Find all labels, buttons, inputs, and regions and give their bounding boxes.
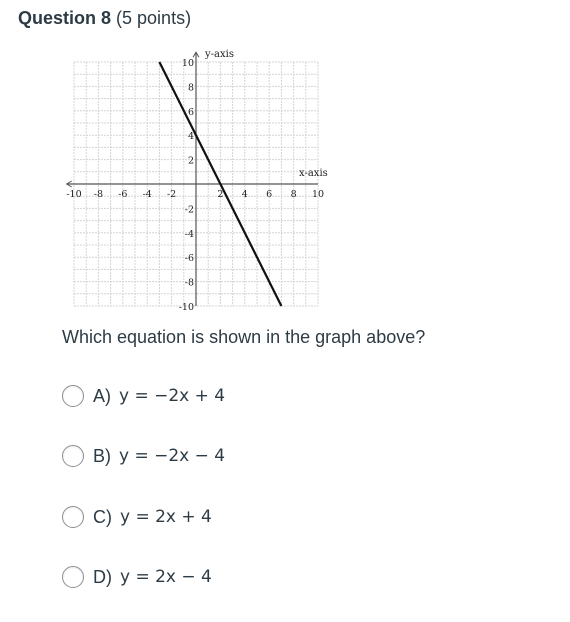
option-b-equation: y = −2x − 4 [119, 446, 226, 466]
x-tick-label: -4 [142, 189, 152, 200]
x-tick-label: 8 [290, 189, 297, 200]
question-header [18, 8, 191, 29]
x-tick-label: 10 [311, 189, 325, 200]
x-tick-label: -8 [93, 189, 104, 200]
y-tick-label: -6 [184, 253, 194, 265]
x-tick-label: -6 [118, 189, 128, 200]
tick-labels [66, 58, 324, 313]
y-tick-label: 2 [187, 155, 194, 167]
option-b[interactable] [62, 441, 225, 471]
y-axis-label: y-axis [205, 49, 234, 60]
x-tick-label: -2 [166, 189, 177, 200]
coordinate-graph [62, 44, 340, 314]
x-tick-label: 4 [241, 189, 248, 200]
y-tick-label: -10 [178, 302, 194, 313]
option-c-equation: y = 2x + 4 [120, 507, 212, 527]
radio-button-c[interactable] [62, 506, 84, 528]
y-tick-label: 8 [187, 82, 194, 94]
radio-button-d[interactable] [62, 566, 84, 588]
x-tick-label: 6 [266, 189, 273, 200]
option-d-equation: y = 2x − 4 [120, 567, 212, 587]
option-d[interactable] [62, 562, 212, 592]
y-tick-label: 4 [187, 131, 194, 143]
option-d-letter: D) [93, 566, 112, 587]
x-tick-label: 2 [217, 189, 224, 200]
x-axis-label: x-axis [299, 168, 328, 179]
option-a-equation: y = −2x + 4 [119, 386, 226, 406]
x-tick-label: -10 [66, 189, 82, 200]
question-label: Question 8 [18, 8, 112, 28]
y-tick-label: 6 [187, 106, 194, 118]
option-c[interactable] [62, 502, 212, 532]
y-tick-label: 10 [181, 58, 194, 69]
question-prompt: Which equation is shown in the graph above? [62, 327, 426, 347]
radio-button-b[interactable] [62, 445, 84, 467]
option-a-letter: A) [93, 385, 111, 406]
y-tick-label: -2 [184, 204, 194, 216]
option-b-letter: B) [93, 445, 111, 466]
y-tick-label: -8 [184, 277, 194, 289]
option-c-letter: C) [93, 506, 112, 527]
radio-button-a[interactable] [62, 385, 84, 407]
y-tick-label: -4 [184, 228, 194, 240]
option-a[interactable] [62, 381, 225, 411]
question-points: (5 points) [116, 8, 192, 28]
